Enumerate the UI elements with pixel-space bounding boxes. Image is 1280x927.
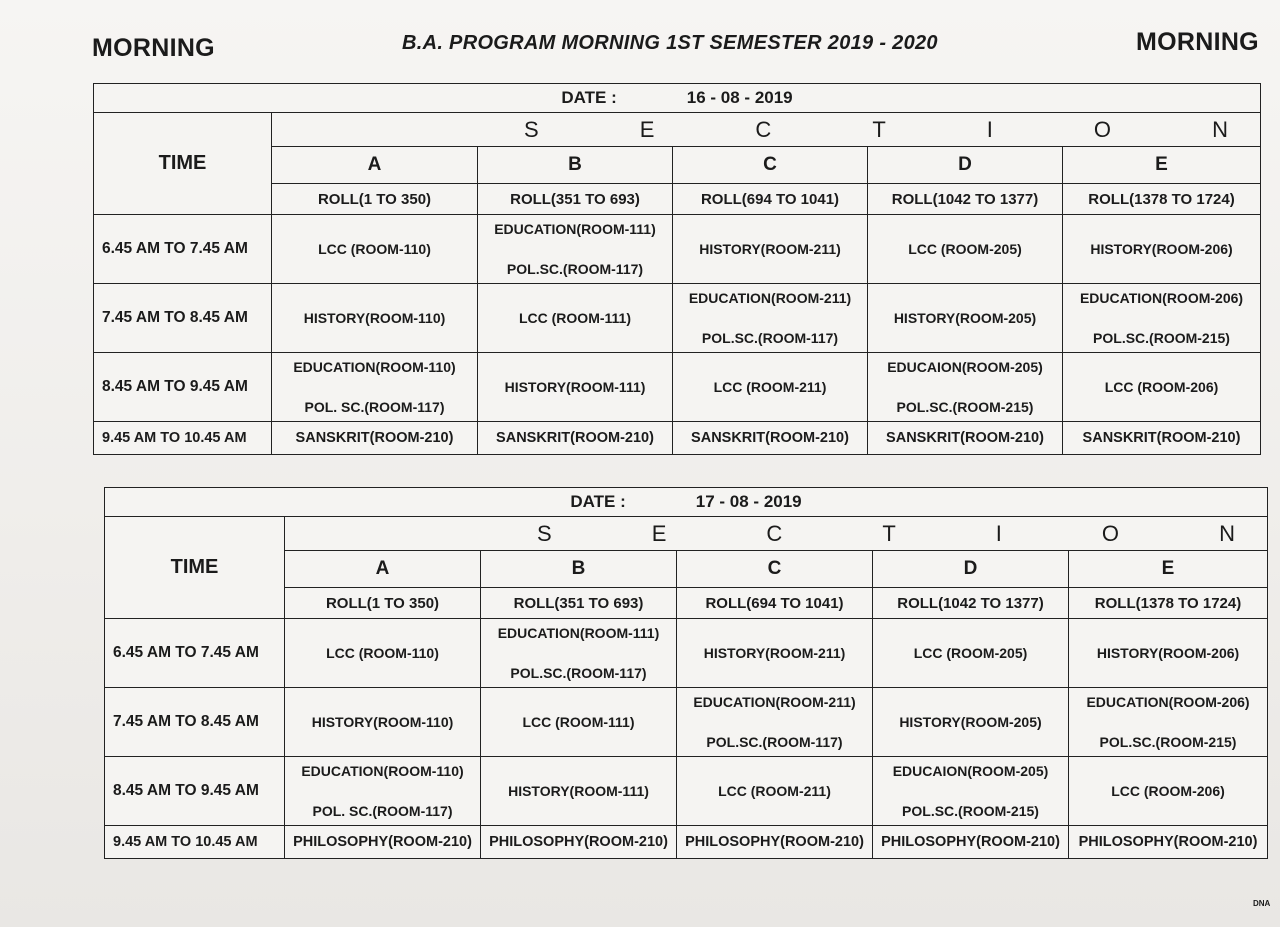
schedule-cell <box>673 353 868 422</box>
roll-range: ROLL(694 TO 1041) <box>700 190 840 208</box>
subject-room: EDUCATION(ROOM-206) <box>1086 694 1250 710</box>
section-b-roll <box>481 588 677 619</box>
section-letter: N <box>1212 116 1228 142</box>
section-letter: C <box>755 116 772 142</box>
schedule-cell <box>873 757 1069 826</box>
subject-room: SANSKRIT(ROOM-210) <box>1082 430 1241 446</box>
section-c-header <box>677 551 873 588</box>
section-c-roll <box>673 184 868 215</box>
subject-room: POL.SC.(ROOM-215) <box>902 803 1039 819</box>
schedule-cell <box>285 826 481 859</box>
schedule-cell <box>673 215 868 284</box>
section-banner <box>272 113 1261 147</box>
section-b-roll <box>478 184 673 215</box>
time-cell <box>94 215 272 284</box>
section-letter: O <box>1093 116 1112 142</box>
schedule-cell <box>478 284 673 353</box>
section-e-header <box>1069 551 1268 588</box>
section-letter-label: E <box>1161 558 1175 579</box>
subject-room: HISTORY(ROOM-205) <box>899 714 1042 730</box>
timeslot-row <box>105 619 1268 688</box>
subject-room: LCC (ROOM-206) <box>1111 783 1225 799</box>
subject-room: LCC (ROOM-205) <box>908 241 1022 257</box>
section-e-roll <box>1063 184 1261 215</box>
schedule-cell <box>272 422 478 455</box>
roll-range: ROLL(1 TO 350) <box>317 190 432 208</box>
subject-stack <box>870 359 1060 415</box>
subject-room: LCC (ROOM-206) <box>1104 379 1219 395</box>
subject-room: LCC (ROOM-111) <box>518 310 631 326</box>
subject-room: LCC (ROOM-211) <box>718 783 831 799</box>
section-letter-label: D <box>958 154 972 175</box>
subject-room: PHILOSOPHY(ROOM-210) <box>293 834 472 850</box>
section-letter-label: E <box>1155 154 1168 175</box>
time-cell <box>105 826 285 859</box>
subject-stack <box>675 290 865 346</box>
timeslot-row <box>94 353 1261 422</box>
schedule-cell <box>868 353 1063 422</box>
subject-room: HISTORY(ROOM-211) <box>699 241 841 257</box>
schedule-cell <box>673 422 868 455</box>
subject-room: HISTORY(ROOM-111) <box>504 379 646 395</box>
timeslot-row <box>94 284 1261 353</box>
subject-room: EDUCATION(ROOM-211) <box>688 290 852 306</box>
date-label: DATE : <box>570 492 626 511</box>
subject-room: EDUCATION(ROOM-206) <box>1079 290 1244 306</box>
section-c-header <box>673 147 868 184</box>
section-letter: T <box>882 520 896 546</box>
schedule-cell <box>478 422 673 455</box>
schedule-cell <box>272 353 478 422</box>
section-a-roll <box>285 588 481 619</box>
time-range: 7.45 AM TO 8.45 AM <box>113 713 259 730</box>
schedule-table-2 <box>104 487 1268 859</box>
date-value: 16 - 08 - 2019 <box>686 88 793 107</box>
timeslot-row <box>105 688 1268 757</box>
section-letter: E <box>639 116 655 142</box>
section-b-header <box>481 551 677 588</box>
subject-room: EDUCAION(ROOM-205) <box>892 763 1049 779</box>
subject-room: POL.SC.(ROOM-215) <box>1093 330 1230 346</box>
subject-room: PHILOSOPHY(ROOM-210) <box>685 834 864 850</box>
section-letter: C <box>766 520 783 546</box>
time-cell <box>105 757 285 826</box>
subject-room: HISTORY(ROOM-205) <box>893 310 1037 326</box>
subject-room: HISTORY(ROOM-110) <box>311 714 454 730</box>
section-d-roll <box>868 184 1063 215</box>
subject-stack <box>274 359 475 415</box>
schedule-cell <box>285 757 481 826</box>
time-range: 8.45 AM TO 9.45 AM <box>113 782 259 799</box>
subject-room: PHILOSOPHY(ROOM-210) <box>1078 834 1258 850</box>
subject-room: HISTORY(ROOM-206) <box>1096 645 1240 661</box>
schedule-cell <box>873 826 1069 859</box>
section-a-header <box>272 147 478 184</box>
subject-room: POL.SC.(ROOM-117) <box>701 330 839 346</box>
schedule-cell <box>1063 353 1261 422</box>
schedule-table-1 <box>93 83 1261 455</box>
subject-room: HISTORY(ROOM-110) <box>303 310 446 326</box>
section-a-header <box>285 551 481 588</box>
roll-range: ROLL(1042 TO 1377) <box>891 190 1039 208</box>
subject-stack <box>1071 694 1265 750</box>
section-letter: T <box>872 116 886 142</box>
timeslot-row <box>105 826 1268 859</box>
section-letter-label: C <box>767 558 782 579</box>
subject-room: POL.SC.(ROOM-215) <box>1099 734 1237 750</box>
subject-room: EDUCAION(ROOM-205) <box>887 359 1043 375</box>
schedule-cell <box>285 619 481 688</box>
time-cell <box>94 284 272 353</box>
schedule-cell <box>272 215 478 284</box>
subject-room: POL. SC.(ROOM-117) <box>312 803 453 819</box>
timeslot-row <box>94 422 1261 455</box>
section-letter: S <box>524 116 539 142</box>
roll-range: ROLL(694 TO 1041) <box>705 594 844 612</box>
subject-room: EDUCATION(ROOM-211) <box>693 694 856 710</box>
section-letter-label: D <box>963 558 978 579</box>
section-letter: I <box>995 520 1002 546</box>
section-banner-letters <box>287 521 1265 547</box>
subject-room: LCC (ROOM-111) <box>522 714 635 730</box>
section-d-roll <box>873 588 1069 619</box>
schedule-cell <box>478 215 673 284</box>
subject-room: LCC (ROOM-211) <box>713 379 827 395</box>
section-letter: I <box>986 116 993 142</box>
section-letter: S <box>537 520 552 546</box>
time-range: 9.45 AM TO 10.45 AM <box>102 430 247 446</box>
time-range: 8.45 AM TO 9.45 AM <box>102 378 248 395</box>
subject-room: EDUCATION(ROOM-111) <box>494 221 656 237</box>
roll-range: ROLL(351 TO 693) <box>513 594 644 612</box>
subject-stack <box>287 763 478 819</box>
subject-room: LCC (ROOM-110) <box>318 241 431 257</box>
time-header: TIME <box>158 152 207 174</box>
subject-room: EDUCATION(ROOM-110) <box>293 359 456 375</box>
section-b-header <box>478 147 673 184</box>
schedule-cell <box>868 215 1063 284</box>
section-letter-label: A <box>375 558 390 579</box>
subject-stack <box>679 694 870 750</box>
subject-room: LCC (ROOM-205) <box>913 645 1028 661</box>
schedule-cell <box>481 619 677 688</box>
section-letter: E <box>651 520 667 546</box>
subject-stack <box>483 625 674 681</box>
schedule-cell <box>868 284 1063 353</box>
section-a-roll <box>272 184 478 215</box>
date-row <box>94 84 1261 113</box>
schedule-cell <box>478 353 673 422</box>
schedule-cell <box>1069 826 1268 859</box>
schedule-cell <box>1069 757 1268 826</box>
schedule-cell <box>677 826 873 859</box>
time-header-cell <box>105 517 285 619</box>
section-d-header <box>868 147 1063 184</box>
subject-room: EDUCATION(ROOM-110) <box>301 763 464 779</box>
section-banner <box>285 517 1268 551</box>
subject-room: POL.SC.(ROOM-117) <box>706 734 843 750</box>
date-row <box>105 488 1268 517</box>
schedule-cell <box>677 757 873 826</box>
section-row <box>105 517 1268 551</box>
subject-room: POL.SC.(ROOM-215) <box>896 399 1034 415</box>
timeslot-row <box>94 215 1261 284</box>
time-header: TIME <box>170 556 219 578</box>
subject-stack <box>1065 290 1258 346</box>
schedule-cell <box>481 757 677 826</box>
schedule-cell <box>873 619 1069 688</box>
time-header-cell <box>94 113 272 215</box>
subject-room: POL. SC.(ROOM-117) <box>304 399 445 415</box>
subject-room: HISTORY(ROOM-111) <box>508 783 649 799</box>
section-letter: O <box>1101 520 1120 546</box>
roll-range: ROLL(351 TO 693) <box>510 190 640 208</box>
roll-range: ROLL(1378 TO 1724) <box>1094 594 1242 612</box>
time-cell <box>105 688 285 757</box>
schedule-cell <box>1063 284 1261 353</box>
roll-range: ROLL(1 TO 350) <box>325 594 440 612</box>
subject-room: PHILOSOPHY(ROOM-210) <box>489 834 668 850</box>
section-letter-label: B <box>568 154 582 175</box>
section-e-roll <box>1069 588 1268 619</box>
section-banner-letters <box>274 117 1258 143</box>
subject-room: SANSKRIT(ROOM-210) <box>295 430 454 446</box>
timeslot-row <box>105 757 1268 826</box>
header-left-label: MORNING <box>92 34 215 62</box>
subject-stack <box>875 763 1066 819</box>
date-label: DATE : <box>561 88 617 107</box>
roll-range: ROLL(1378 TO 1724) <box>1088 190 1235 208</box>
footer-mark: DNA <box>1253 899 1271 908</box>
date-value: 17 - 08 - 2019 <box>695 492 802 511</box>
schedule-cell <box>673 284 868 353</box>
subject-room: POL.SC.(ROOM-117) <box>510 665 647 681</box>
header-right-label: MORNING <box>1136 28 1259 56</box>
subject-room: EDUCATION(ROOM-111) <box>497 625 660 641</box>
time-range: 9.45 AM TO 10.45 AM <box>113 834 258 850</box>
subject-room: PHILOSOPHY(ROOM-210) <box>881 834 1060 850</box>
section-letter-label: B <box>571 558 586 579</box>
time-range: 6.45 AM TO 7.45 AM <box>113 644 259 661</box>
schedule-cell <box>868 422 1063 455</box>
section-letter-label: C <box>763 154 777 175</box>
schedule-cell <box>677 688 873 757</box>
time-cell <box>94 353 272 422</box>
schedule-cell <box>677 619 873 688</box>
section-c-roll <box>677 588 873 619</box>
schedule-cell <box>873 688 1069 757</box>
time-range: 6.45 AM TO 7.45 AM <box>102 240 248 257</box>
subject-room: SANSKRIT(ROOM-210) <box>886 430 1044 446</box>
schedule-cell <box>285 688 481 757</box>
roll-range: ROLL(1042 TO 1377) <box>897 594 1044 612</box>
subject-room: SANSKRIT(ROOM-210) <box>691 430 849 446</box>
section-letter-label: A <box>367 154 382 175</box>
time-cell <box>105 619 285 688</box>
document-title: B.A. PROGRAM MORNING 1ST SEMESTER 2019 - 2020 <box>402 32 938 54</box>
time-cell <box>94 422 272 455</box>
schedule-cell <box>481 826 677 859</box>
time-range: 7.45 AM TO 8.45 AM <box>102 309 248 326</box>
schedule-cell <box>1063 422 1261 455</box>
section-letter: N <box>1219 520 1235 546</box>
subject-room: HISTORY(ROOM-206) <box>1090 241 1233 257</box>
section-e-header <box>1063 147 1261 184</box>
schedule-cell <box>1069 688 1268 757</box>
schedule-cell <box>272 284 478 353</box>
schedule-cell <box>1069 619 1268 688</box>
subject-room: LCC (ROOM-110) <box>326 645 439 661</box>
date-cell <box>105 488 1268 517</box>
subject-stack <box>480 221 670 277</box>
date-cell <box>94 84 1261 113</box>
subject-room: HISTORY(ROOM-211) <box>703 645 846 661</box>
schedule-cell <box>1063 215 1261 284</box>
subject-room: SANSKRIT(ROOM-210) <box>496 430 654 446</box>
subject-room: POL.SC.(ROOM-117) <box>506 261 644 277</box>
schedule-cell <box>481 688 677 757</box>
section-d-header <box>873 551 1069 588</box>
section-row <box>94 113 1261 147</box>
